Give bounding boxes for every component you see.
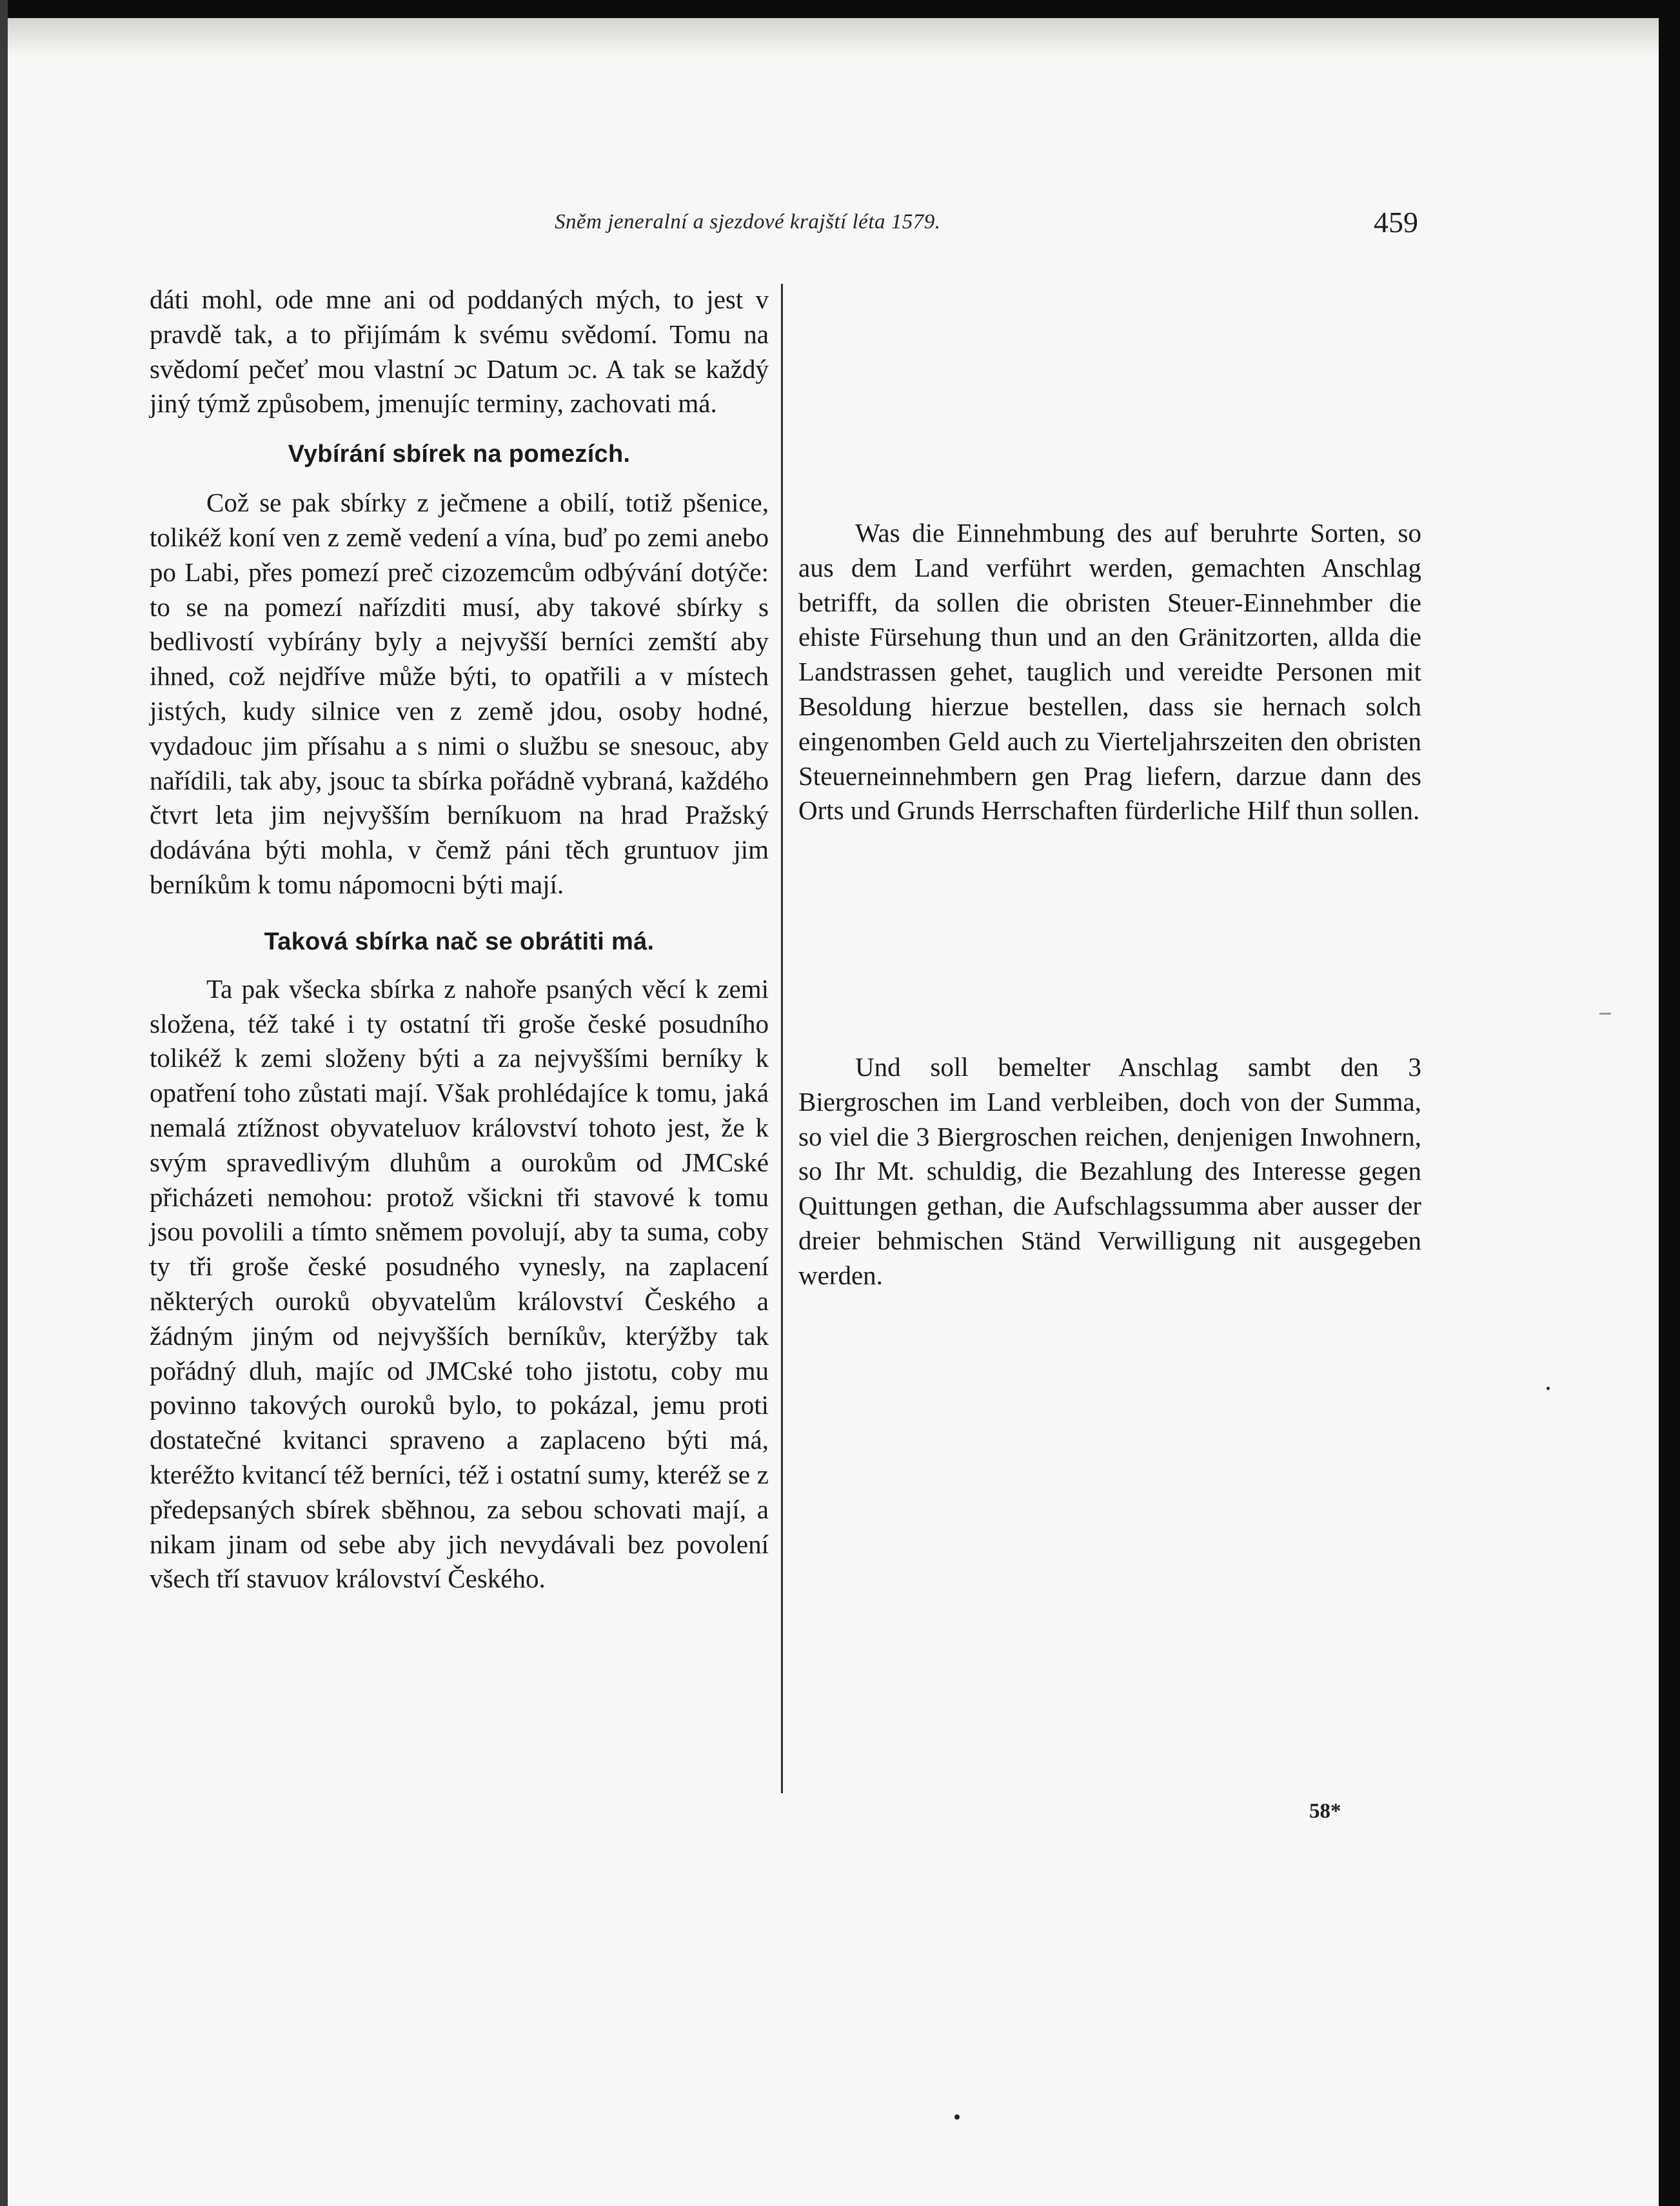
page-number: 459: [1374, 206, 1418, 239]
section-heading-use-of-collection: Taková sbírka nač se obrátiti má.: [264, 928, 655, 955]
dust-speck: [1547, 1387, 1550, 1390]
czech-paragraph-border-collection: Což se pak sbírky z ječmene a obilí, totiž pšenice, tolikéž koní ven z země vedení a vína, buď po zemi anebo po Labi, přes pomezí preč cizozemcům odbývání dotýče: to se na pomezí nařízditi musí, aby takové sbírky s bedlivostí vybírány byly a nejvyšší berníci zemští aby ihned, což nejdříve může býti, to opatřili a v místech jistých, kudy silnice ven z země jdou, osoby hodné, vydadouc jim přísahu a s nimi o službu se snesouc, aby nařídili, tak aby, jsouc ta sbírka pořádně vybraná, každého čtvrt leta jim nejvyšším berníkuom na hrad Pražský dodávána býti mohla, v čemž páni těch gruntuov jim berníkům k tomu nápomocni býti mají.: [150, 488, 769, 899]
german-paragraph-border-collection: Was die Einnehmbung des auf beruhrte Sorten, so aus dem Land verführt werden, gemachten Anschlag betrifft, da sollen die obristen Steuer-Einnehmber die ehiste Fürsehung thun und an den Gränitzorten, allda die Landstrassen gehet, tauglich und vereidte Personen mit Besoldung hierzue bestellen, dass sie hernach solch eingenomben Geld auch zu Vierteljahrszeiten den obristen Steuerneinnehmbern gen Prag liefern, darzue dann des Orts und Grunds Herrschaften fürderliche Hilf thun sollen.: [798, 518, 1421, 826]
dust-speck: [954, 2114, 960, 2120]
section-heading-border-collection: Vybírání sbírek na pomezích.: [288, 441, 631, 468]
czech-paragraph-oath: dáti mohl, ode mne ani od poddaných mých, to jest v pravdě tak, a to přijímám k svému svědomí. Tomu na svědomí pečeť mou vlastní ɔc Datum ɔc. A tak se každý jiný týmž způsobem, jmenujíc terminy, zachovati má.: [150, 284, 769, 419]
scan-border-left: [0, 0, 8, 2206]
scan-shadow: [0, 18, 1659, 57]
signature-mark: 58*: [1309, 1800, 1341, 1823]
scan-border-right: [1659, 0, 1680, 2206]
czech-column: [150, 283, 769, 1596]
dust-speck: [1599, 1013, 1611, 1015]
czech-paragraph-use-of-collection: Ta pak všecka sbírka z nahoře psaných věcí k zemi složena, též také i ty ostatní tři groše české posudního tolikéž k zemi složeny býti a za nejvyššími berníky k opatření toho zůstati mají. Však prohlédajíce k tomu, jaká nemalá ztížnost obyvateluov království tohoto jest, že k svým spravedlivým dluhům a ourokům od JMCské přicházeti nemohou: protož všickni tři stavové k tomu jsou povolili a tímto sněmem povolují, aby ta suma, coby ty tři groše české posudného vynesly, na zaplacení některých ouroků obyvatelům království Českého a žádným jiným od nejvyšších berníkův, kterýžby tak pořádný dluh, majíc od JMCské toho jistotu, coby mu povinno takových ouroků bylo, to pokázal, jemu proti dostatečné kvitanci spraveno a zaplaceno býti má, kteréžto kvitancí též berníci, též i ostatní sumy, kteréž se z předepsaných sbírek sběhnou, za sebou schovati mají, a nikam jinam od sebe aby jich nevydávali bez povolení všech tří stavuov království Českého.: [150, 973, 769, 1594]
scan-border-top: [0, 0, 1680, 18]
running-head: Sněm jeneralní a sjezdové krajští léta 1579.: [555, 210, 941, 234]
column-divider: [781, 284, 783, 1793]
german-paragraph-use-of-collection: Und soll bemelter Anschlag sambt den 3 Biergroschen im Land verbleiben, doch von der Summa, so viel die 3 Biergroschen reichen, denjenigen Inwohnern, so Ihr Mt. schuldig, die Bezahlung des Interesse gegen Quittungen gethan, die Aufschlagssumma aber ausser der dreier behmischen Ständ Verwilligung nit ausgegeben werden.: [798, 1052, 1421, 1290]
